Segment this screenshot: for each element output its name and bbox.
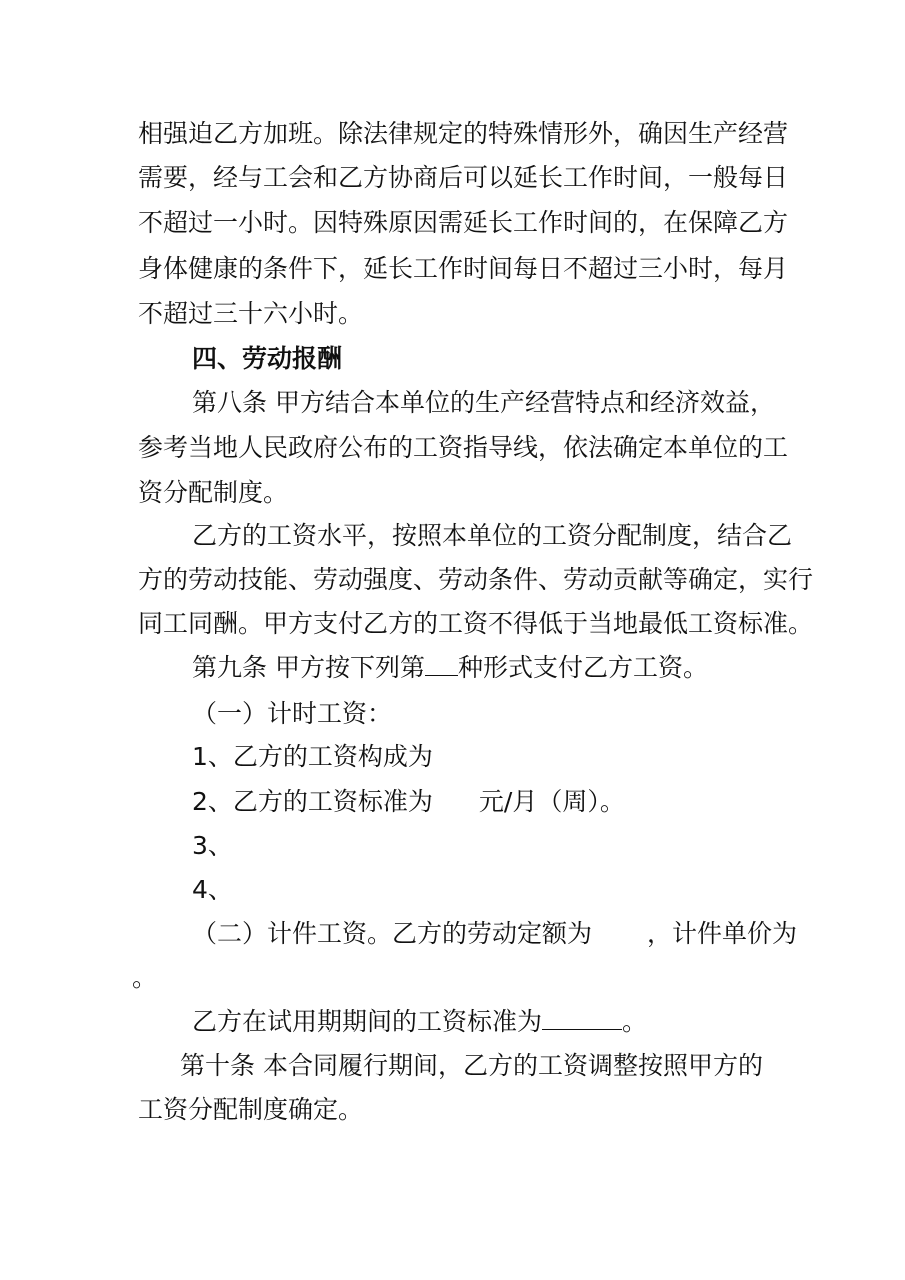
time-wage-item-3: 3、 <box>192 831 233 860</box>
piece-wage-line <box>192 917 797 951</box>
item-2-prefix: 2、乙方的工资标准为 <box>192 787 433 816</box>
article-9-line <box>192 651 708 685</box>
article-10-line-2: 工资分配制度确定。 <box>138 1095 364 1124</box>
paragraph-line-4: 身体健康的条件下，延长工作时间每日不超过三小时，每月 <box>138 254 789 283</box>
wage-paragraph-line-2: 方的劳动技能、劳动强度、劳动条件、劳动贡献等确定，实行 <box>138 565 814 594</box>
article-9-prefix: 第九条 甲方按下列第 <box>192 653 425 682</box>
probation-prefix: 乙方在试用期期间的工资标准为 <box>192 1007 543 1036</box>
item-2-suffix: 元/月（周）。 <box>478 787 625 816</box>
probation-wage-line <box>192 1005 647 1039</box>
wage-paragraph-line-1: 乙方的工资水平，按照本单位的工资分配制度，结合乙 <box>192 521 793 550</box>
time-wage-item-4: 4、 <box>192 875 233 904</box>
payment-form-blank <box>425 651 458 676</box>
wage-paragraph-line-3: 同工同酬。甲方支付乙方的工资不得低于当地最低工资标准。 <box>138 609 814 638</box>
paragraph-line-2: 需要，经与工会和乙方协商后可以延长工作时间，一般每日 <box>138 163 789 192</box>
article-8-line-1: 第八条 甲方结合本单位的生产经营特点和经济效益， <box>192 388 775 417</box>
time-wage-item-1: 1、乙方的工资构成为 <box>192 742 433 771</box>
article-8-line-3: 资分配制度。 <box>138 478 289 507</box>
piece-wage-end: 。 <box>132 963 158 992</box>
time-wage-item-2 <box>192 785 625 819</box>
time-wage-heading: （一）计时工资： <box>192 699 393 728</box>
section-heading: 四、劳动报酬 <box>192 344 343 373</box>
probation-suffix: 。 <box>622 1007 648 1036</box>
piece-wage-prefix: （二）计件工资。乙方的劳动定额为 <box>192 919 593 948</box>
piece-wage-suffix: ，计件单价为 <box>647 919 798 948</box>
probation-wage-blank <box>542 1005 622 1030</box>
article-10-line-1: 第十条 本合同履行期间，乙方的工资调整按照甲方的 <box>180 1051 763 1080</box>
paragraph-line-5: 不超过三十六小时。 <box>138 299 364 328</box>
article-9-suffix: 种形式支付乙方工资。 <box>457 653 708 682</box>
paragraph-line-1: 相强迫乙方加班。除法律规定的特殊情形外，确因生产经营 <box>138 119 789 148</box>
paragraph-line-3: 不超过一小时。因特殊原因需延长工作时间的，在保障乙方 <box>138 208 789 237</box>
article-8-line-2: 参考当地人民政府公布的工资指导线，依法确定本单位的工 <box>138 433 789 462</box>
